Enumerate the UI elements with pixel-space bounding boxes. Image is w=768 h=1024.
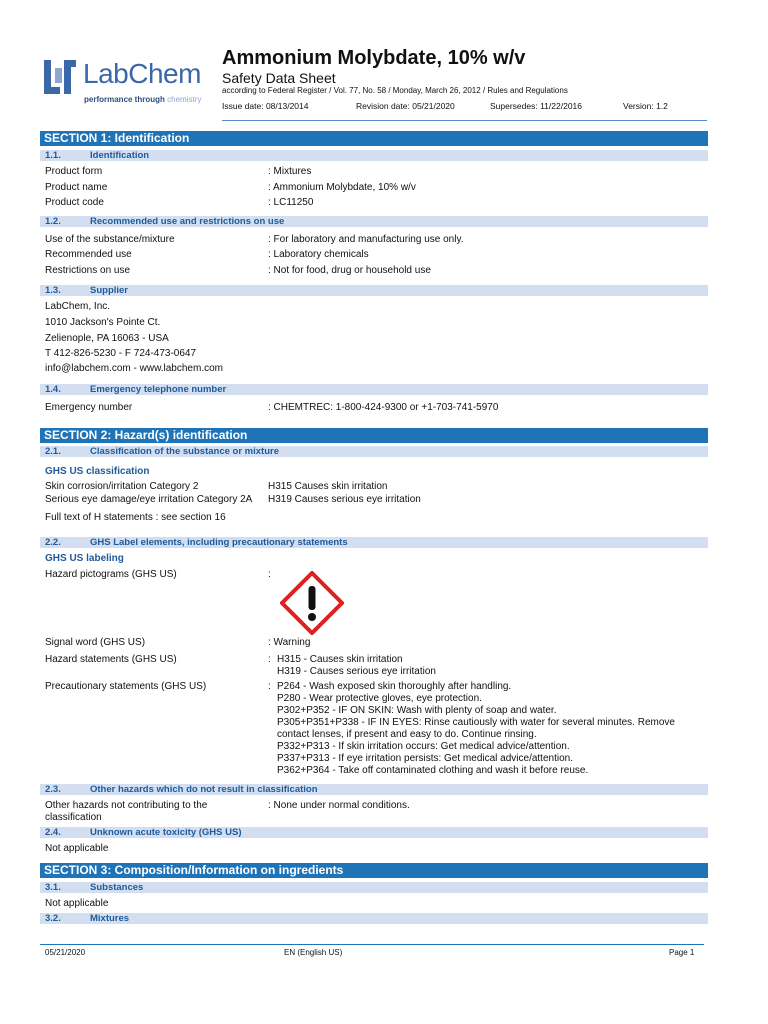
subsection-1-2: 1.2. Recommended use and restrictions on use — [40, 216, 708, 227]
product-form-label: Product form — [45, 166, 103, 177]
section-1-header: SECTION 1: Identification — [40, 131, 708, 146]
unknown-toxicity-value: Not applicable — [45, 843, 109, 854]
other-hazards-label-cont: classification — [45, 812, 102, 823]
regulation-note: according to Federal Register / Vol. 77, No. 58 / Monday, March 26, 2012 / Rules and Regulations — [222, 86, 568, 95]
emergency-label: Emergency number — [45, 402, 133, 413]
section-2-header: SECTION 2: Hazard(s) identification — [40, 428, 708, 443]
signal-word-label: Signal word (GHS US) — [45, 637, 146, 648]
full-text-note: Full text of H statements : see section 16 — [45, 512, 226, 523]
precautionary-statement: P264 - Wash exposed skin thoroughly after handling. — [277, 681, 512, 692]
hazard-statements-colon: : — [268, 654, 271, 665]
ghs-classification-heading: GHS US classification — [45, 466, 150, 477]
footer-divider — [40, 944, 704, 945]
subsection-2-2: 2.2. GHS Label elements, including precautionary statements — [40, 537, 708, 548]
use-value: : For laboratory and manufacturing use only. — [268, 234, 464, 245]
supplier-line: LabChem, Inc. — [45, 301, 111, 312]
subsection-1-4: 1.4. Emergency telephone number — [40, 384, 708, 395]
emergency-value: : CHEMTREC: 1-800-424-9300 or +1-703-741-5970 — [268, 402, 499, 413]
subsection-2-4: 2.4. Unknown acute toxicity (GHS US) — [40, 827, 708, 838]
supplier-line: 1010 Jackson's Pointe Ct. — [45, 317, 161, 328]
class-skin-value: H315 Causes skin irritation — [268, 481, 388, 492]
signal-word-value: : Warning — [268, 637, 311, 648]
precautionary-statement: P305+P351+P338 - IF IN EYES: Rinse cautiously with water for several minutes. Remove — [277, 717, 675, 728]
restrictions-value: : Not for food, drug or household use — [268, 265, 431, 276]
subsection-3-1: 3.1. Substances — [40, 882, 708, 893]
subsection-2-1: 2.1. Classification of the substance or mixture — [40, 446, 708, 457]
subsection-1-1: 1.1. Identification — [40, 150, 708, 161]
precautionary-statement: P302+P352 - IF ON SKIN: Wash with plenty of soap and water. — [277, 705, 557, 716]
other-hazards-label: Other hazards not contributing to the — [45, 800, 208, 811]
exclamation-mark-pictogram-icon — [280, 571, 344, 635]
document-title: Ammonium Molybdate, 10% w/v — [222, 47, 526, 69]
precautionary-statement: P280 - Wear protective gloves, eye protection. — [277, 693, 482, 704]
revision-date: Revision date: 05/21/2020 — [356, 101, 455, 111]
issue-date: Issue date: 08/13/2014 — [222, 101, 309, 111]
subsection-2-3: 2.3. Other hazards which do not result in classification — [40, 784, 708, 795]
other-hazards-value: : None under normal conditions. — [268, 800, 410, 811]
restrictions-label: Restrictions on use — [45, 265, 131, 276]
recommended-use-value: : Laboratory chemicals — [268, 249, 369, 260]
product-name-value: : Ammonium Molybdate, 10% w/v — [268, 182, 416, 193]
precautionary-statement: P337+P313 - If eye irritation persists: Get medical advice/attention. — [277, 753, 573, 764]
pictogram-label: Hazard pictograms (GHS US) — [45, 569, 177, 580]
header-divider — [222, 120, 707, 121]
use-label: Use of the substance/mixture — [45, 234, 175, 245]
ghs-labeling-heading: GHS US labeling — [45, 553, 124, 564]
document-subtitle: Safety Data Sheet — [222, 70, 336, 86]
substances-value: Not applicable — [45, 898, 109, 909]
precautionary-statement: contact lenses, if present and easy to do. Continue rinsing. — [277, 729, 537, 740]
footer-language: EN (English US) — [284, 948, 343, 957]
supplier-line: info@labchem.com - www.labchem.com — [45, 363, 223, 374]
pictogram-colon: : — [268, 569, 271, 580]
brand-tagline: performance through chemistry — [84, 95, 202, 104]
precautionary-statement: P332+P313 - If skin irritation occurs: Get medical advice/attention. — [277, 741, 570, 752]
precautionary-colon: : — [268, 681, 271, 692]
subsection-1-3: 1.3. Supplier — [40, 285, 708, 296]
precautionary-label: Precautionary statements (GHS US) — [45, 681, 207, 692]
class-skin-label: Skin corrosion/irritation Category 2 — [45, 481, 199, 492]
labchem-logo-mark — [44, 60, 76, 94]
section-3-header: SECTION 3: Composition/Information on ingredients — [40, 863, 708, 878]
supersedes: Supersedes: 11/22/2016 — [490, 101, 582, 111]
precautionary-statement: P362+P364 - Take off contaminated clothing and wash it before reuse. — [277, 765, 589, 776]
hazard-statement: H319 - Causes serious eye irritation — [277, 666, 436, 677]
subsection-3-2: 3.2. Mixtures — [40, 913, 708, 924]
supplier-line: T 412-826-5230 - F 724-473-0647 — [45, 348, 197, 359]
brand-name: LabChem — [83, 58, 201, 89]
product-code-value: : LC11250 — [268, 197, 314, 208]
footer-date: 05/21/2020 — [45, 948, 86, 957]
product-form-value: : Mixtures — [268, 166, 312, 177]
footer-page-number: Page 1 — [669, 948, 695, 957]
version: Version: 1.2 — [623, 101, 668, 111]
hazard-statement: H315 - Causes skin irritation — [277, 654, 403, 665]
supplier-line: Zelienople, PA 16063 - USA — [45, 333, 169, 344]
recommended-use-label: Recommended use — [45, 249, 132, 260]
hazard-statements-label: Hazard statements (GHS US) — [45, 654, 177, 665]
class-eye-label: Serious eye damage/eye irritation Category 2A — [45, 494, 253, 505]
class-eye-value: H319 Causes serious eye irritation — [268, 494, 421, 505]
product-code-label: Product code — [45, 197, 104, 208]
product-name-label: Product name — [45, 182, 108, 193]
